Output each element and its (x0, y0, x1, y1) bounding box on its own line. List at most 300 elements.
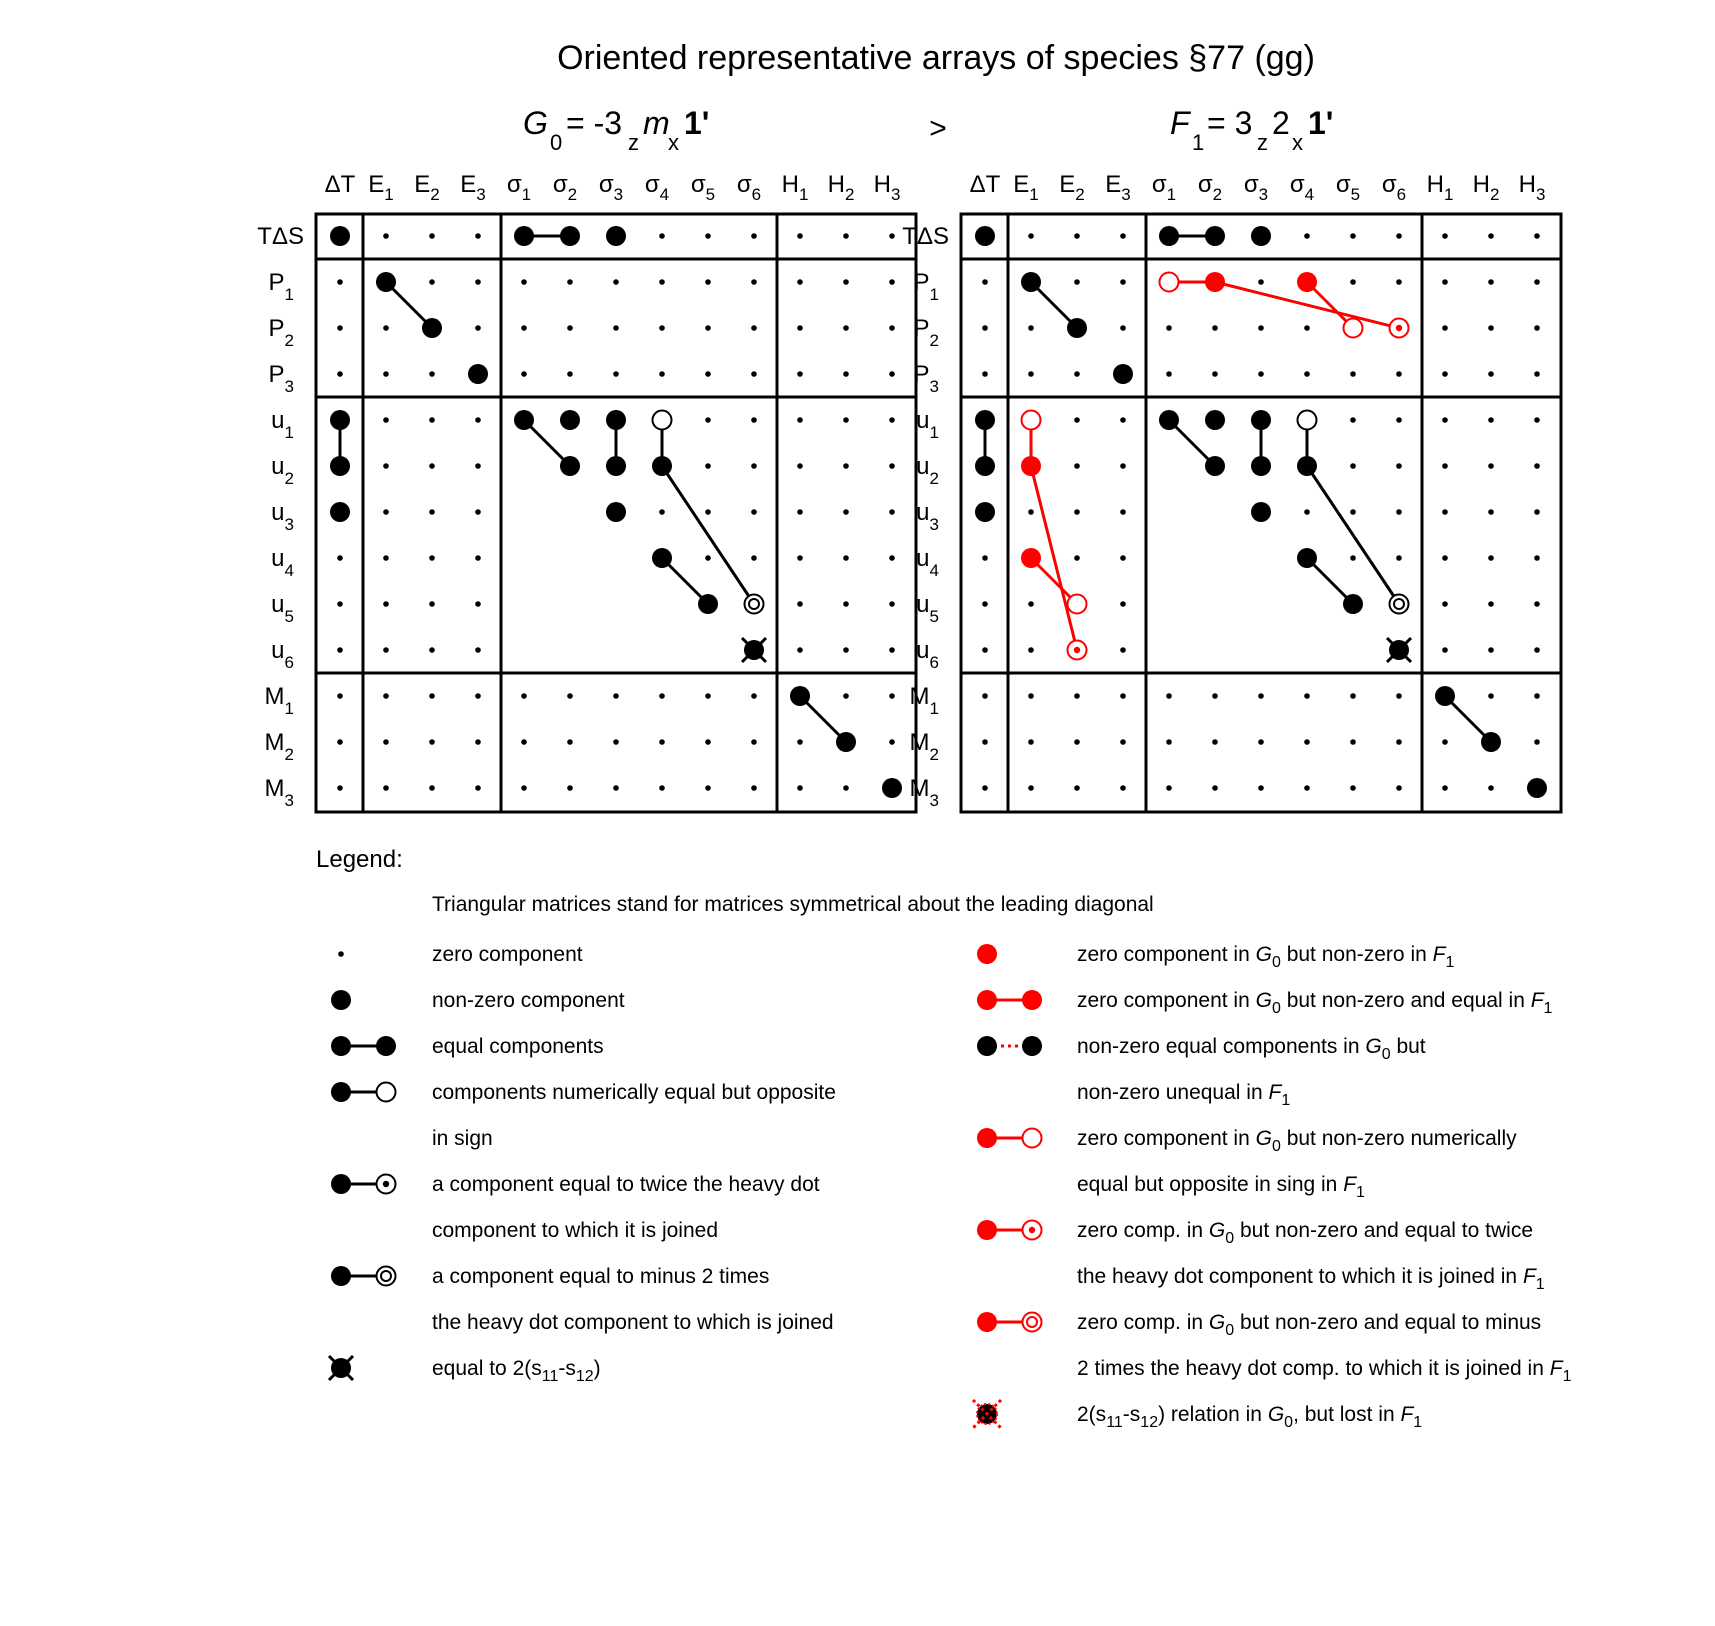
zero-dot (843, 463, 849, 469)
red-heavy-dot-icon (1022, 990, 1042, 1010)
zero-dot (889, 279, 895, 285)
legend-item (331, 989, 625, 1012)
zero-dot (337, 601, 343, 607)
zero-dot (1488, 371, 1494, 377)
col-header-f1-5: $\sigma_2$ (1197, 171, 1223, 204)
zero-dot (475, 693, 481, 699)
heavy-marker (560, 456, 580, 476)
row-header-f1-3: $P_3$ (913, 361, 939, 396)
zero-dot (1534, 233, 1540, 239)
col-header-g0-8: $\sigma_5$ (690, 171, 716, 204)
heavy-marker (330, 410, 350, 430)
zero-dot (429, 555, 435, 561)
zero-dot (383, 647, 389, 653)
heavy-marker (330, 502, 350, 522)
zero-dot (1120, 509, 1126, 515)
zero-dot (705, 693, 711, 699)
matrix-f1 (902, 171, 1561, 812)
zero-dot (1534, 417, 1540, 423)
zero-dot (659, 371, 665, 377)
zero-dot (889, 463, 895, 469)
row-header-g0-6: $u_3$ (271, 499, 294, 534)
row-header-f1-5: $u_2$ (916, 453, 939, 488)
heavy-marker (652, 548, 672, 568)
col-header-g0-0: ΔT (324, 171, 356, 198)
zero-dot (1488, 279, 1494, 285)
row-header-sub: 6 (929, 653, 939, 672)
zero-dot (1396, 693, 1402, 699)
zero-dot (1396, 463, 1402, 469)
zero-dot (1350, 509, 1356, 515)
col-header-f1-8: $\sigma_5$ (1335, 171, 1361, 204)
link-line (1307, 466, 1399, 604)
zero-dot (1350, 555, 1356, 561)
zero-dot (889, 233, 895, 239)
row-header-sub: 1 (929, 423, 939, 442)
zero-dot (1534, 371, 1540, 377)
open-marker (1298, 411, 1317, 430)
heavy-marker (1159, 410, 1179, 430)
zero-dot (1350, 371, 1356, 377)
col-header-g0-9: $\sigma_6$ (736, 171, 762, 204)
zero-dot (1442, 233, 1448, 239)
legend-item (977, 1219, 1545, 1293)
heavy-marker (330, 226, 350, 246)
zero-dot (337, 785, 343, 791)
heavy-dot-icon (331, 990, 351, 1010)
col-header-sub: 2 (1489, 185, 1500, 204)
zero-dot (705, 785, 711, 791)
zero-dot (1534, 693, 1540, 699)
g0-symbol: G (523, 105, 548, 141)
heavy-marker (422, 318, 442, 338)
zero-dot (521, 785, 527, 791)
zero-dot (1120, 279, 1126, 285)
zero-dot (1212, 371, 1218, 377)
legend-text: in sign (432, 1127, 493, 1150)
zero-dot (1074, 739, 1080, 745)
heavy-marker (1205, 410, 1225, 430)
row-header-sub: 3 (929, 515, 939, 534)
zero-dot (797, 417, 803, 423)
zero-dot (889, 509, 895, 515)
col-header-sub: 3 (1535, 185, 1546, 204)
legend-item (331, 1035, 604, 1058)
f1-prime: 1' (1308, 105, 1334, 141)
zero-dot (1120, 647, 1126, 653)
row-header-sub: 4 (929, 561, 939, 580)
zero-dot (1212, 693, 1218, 699)
red-heavy-marker (1021, 456, 1041, 476)
zero-dot (705, 279, 711, 285)
f1-heading (1170, 105, 1333, 155)
open-marker (653, 411, 672, 430)
heavy-dot-icon (977, 1036, 997, 1056)
g0-subscript: 0 (550, 130, 563, 155)
zero-dot (429, 693, 435, 699)
zero-dot (475, 555, 481, 561)
zero-dot (383, 509, 389, 515)
zero-dot (1120, 463, 1126, 469)
zero-dot (429, 417, 435, 423)
zero-dot (429, 371, 435, 377)
zero-dot (337, 279, 343, 285)
zero-dot (567, 693, 573, 699)
zero-dot (1304, 739, 1310, 745)
double-circle-icon (377, 1267, 396, 1286)
red-heavy-marker (1297, 272, 1317, 292)
zero-dot (659, 233, 665, 239)
col-header-sub: 3 (476, 185, 486, 204)
heavy-marker (1159, 226, 1179, 246)
legend-right-column (973, 943, 1572, 1431)
zero-dot (1442, 739, 1448, 745)
zero-dot (751, 509, 757, 515)
zero-dot (567, 371, 573, 377)
zero-dot (567, 325, 573, 331)
zero-dot (1120, 325, 1126, 331)
zero-dot (613, 325, 619, 331)
zero-dot (521, 279, 527, 285)
col-header-g0-12: $H_3$ (873, 171, 901, 204)
heavy-marker (975, 410, 995, 430)
zero-dot (383, 555, 389, 561)
zero-dot (475, 785, 481, 791)
zero-dot (337, 739, 343, 745)
zero-dot (337, 555, 343, 561)
zero-dot (1120, 601, 1126, 607)
col-header-f1-10: $H_1$ (1426, 171, 1454, 204)
zero-dot (797, 279, 803, 285)
heavy-marker (330, 456, 350, 476)
red-open-marker (1160, 273, 1179, 292)
zero-dot (613, 785, 619, 791)
legend-item (977, 1311, 1572, 1385)
zero-dot (705, 325, 711, 331)
legend-text: non-zero equal components in $G_0$ but (1077, 1035, 1426, 1063)
f1-z-subscript: z (1257, 130, 1268, 155)
zero-dot (1488, 233, 1494, 239)
row-header-sub: 2 (929, 745, 939, 764)
zero-dot (797, 233, 803, 239)
zero-dot (337, 325, 343, 331)
col-header-sub: 5 (1350, 185, 1361, 204)
zero-dot (1028, 693, 1034, 699)
red-twice-marker (1068, 641, 1087, 660)
col-header-f1-7: $\sigma_4$ (1289, 171, 1315, 204)
heavy-marker (514, 226, 534, 246)
figure-title: Oriented representative arrays of species §77 (gg) (557, 39, 1315, 77)
col-header-sub: 2 (844, 185, 855, 204)
zero-dot (982, 279, 988, 285)
zero-dot (843, 371, 849, 377)
zero-dot (475, 417, 481, 423)
col-header-sub: 2 (567, 185, 578, 204)
zero-dot (1304, 785, 1310, 791)
zero-dot (1442, 417, 1448, 423)
zero-dot (1396, 233, 1402, 239)
legend-text: zero comp. in $G_0$ but non-zero and equal to twice (1077, 1219, 1534, 1247)
zero-dot (1074, 555, 1080, 561)
zero-dot (982, 693, 988, 699)
row-header-g0-11: $M_2$ (264, 729, 294, 764)
zero-dot (475, 233, 481, 239)
row-header-f1-7: $u_4$ (916, 545, 939, 580)
zero-dot (1304, 325, 1310, 331)
col-header-sub: 6 (751, 185, 762, 204)
zero-dot (659, 279, 665, 285)
zero-dot (843, 325, 849, 331)
zero-dot (1488, 463, 1494, 469)
zero-dot (1350, 463, 1356, 469)
zero-dot (1396, 509, 1402, 515)
g0-m-symbol: m (643, 105, 670, 141)
heavy-marker (698, 594, 718, 614)
col-header-f1-6: $\sigma_3$ (1243, 171, 1269, 204)
zero-dot (1120, 739, 1126, 745)
zero-dot (1396, 785, 1402, 791)
zero-dot (1442, 279, 1448, 285)
legend-item (331, 1173, 820, 1242)
zero-dot (567, 785, 573, 791)
legend-left-column (329, 943, 836, 1385)
row-header-sub: 3 (284, 791, 294, 810)
row-header-g0-10: $M_1$ (264, 683, 294, 718)
col-header-sub: 1 (384, 185, 394, 204)
zero-dot (475, 463, 481, 469)
zero-dot (1350, 785, 1356, 791)
zero-dot (889, 325, 895, 331)
row-header-sub: 3 (284, 515, 294, 534)
zero-dot (383, 371, 389, 377)
zero-dot (1442, 601, 1448, 607)
zero-dot (521, 371, 527, 377)
zero-dot (982, 739, 988, 745)
zero-dot (751, 279, 757, 285)
legend-text: the heavy dot component to which is joined (432, 1311, 834, 1334)
heavy-marker (514, 410, 534, 430)
heavy-marker (468, 364, 488, 384)
zero-dot (1488, 417, 1494, 423)
row-header-sub: 1 (929, 699, 939, 718)
zero-dot (1258, 325, 1264, 331)
zero-dot (1488, 555, 1494, 561)
zero-dot (337, 647, 343, 653)
row-header-sub: 2 (929, 331, 939, 350)
zero-dot (1258, 739, 1264, 745)
legend-text: 2 times the heavy dot comp. to which it is joined in $F_1$ (1077, 1357, 1572, 1385)
legend-item (338, 943, 583, 966)
zero-dot (429, 279, 435, 285)
zero-dot (889, 555, 895, 561)
zero-dot (1442, 785, 1448, 791)
heavy-marker (606, 410, 626, 430)
zero-dot (429, 785, 435, 791)
col-header-sub: 2 (1075, 185, 1085, 204)
zero-dot (1074, 693, 1080, 699)
legend-item (977, 1035, 1426, 1109)
zero-dot (475, 509, 481, 515)
zero-dot (1212, 785, 1218, 791)
legend-text: a component equal to minus 2 times (432, 1265, 770, 1288)
relation-symbol: > (929, 112, 947, 145)
red-open-circle-icon (1023, 1129, 1042, 1148)
zero-dot (1442, 647, 1448, 653)
heavy-marker (606, 226, 626, 246)
zero-dot (797, 325, 803, 331)
heavy-marker (652, 456, 672, 476)
zero-dot (1396, 555, 1402, 561)
col-header-g0-6: $\sigma_3$ (598, 171, 624, 204)
legend-heading: Legend: (316, 846, 403, 873)
heavy-dot-icon (331, 1082, 351, 1102)
zero-dot (659, 509, 665, 515)
zero-dot (982, 785, 988, 791)
zero-dot (1074, 279, 1080, 285)
zero-dot (1166, 371, 1172, 377)
row-header-g0-2: $P_2$ (268, 315, 294, 350)
zero-dot (1350, 417, 1356, 423)
zero-dot (1120, 233, 1126, 239)
zero-dot (383, 463, 389, 469)
zero-dot (1396, 279, 1402, 285)
zero-dot (705, 739, 711, 745)
col-header-f1-2: $E_2$ (1059, 171, 1085, 204)
zero-dot (1396, 417, 1402, 423)
col-header-sub: 3 (613, 185, 624, 204)
zero-dot (1534, 279, 1540, 285)
dotted-circle-icon (377, 1175, 396, 1194)
zero-dot (1442, 509, 1448, 515)
legend-text: non-zero unequal in $F_1$ (1077, 1081, 1291, 1109)
legend-text: zero comp. in $G_0$ but non-zero and equal to minus (1077, 1311, 1542, 1339)
zero-dot (751, 555, 757, 561)
zero-dot (383, 233, 389, 239)
red-heavy-dot-icon (977, 1312, 997, 1332)
zero-dot (429, 647, 435, 653)
row-header-sub: 4 (284, 561, 294, 580)
zero-dot (1350, 233, 1356, 239)
heavy-marker (1297, 456, 1317, 476)
heavy-marker (975, 502, 995, 522)
zero-dot (1534, 509, 1540, 515)
row-header-sub: 1 (284, 423, 294, 442)
zero-dot (843, 601, 849, 607)
zero-dot (475, 601, 481, 607)
col-header-sub: 1 (1166, 185, 1177, 204)
zero-dot (751, 785, 757, 791)
row-header-f1-10: $M_1$ (909, 683, 939, 718)
heavy-marker (975, 456, 995, 476)
zero-dot (1350, 279, 1356, 285)
heavy-marker (1113, 364, 1133, 384)
zero-dot (1074, 233, 1080, 239)
red-open-marker (1068, 595, 1087, 614)
zero-dot (383, 739, 389, 745)
col-header-f1-12: $H_3$ (1518, 171, 1546, 204)
zero-dot (751, 463, 757, 469)
legend-text: the heavy dot component to which it is joined in $F_1$ (1077, 1265, 1545, 1293)
zero-dot (1396, 739, 1402, 745)
row-header-g0-7: $u_4$ (271, 545, 294, 580)
col-header-sub: 3 (890, 185, 901, 204)
zero-dot (843, 693, 849, 699)
zero-dot (1258, 279, 1264, 285)
heavy-marker (1251, 456, 1271, 476)
red-open-marker (1022, 411, 1041, 430)
zero-dot (383, 325, 389, 331)
zero-dot (889, 647, 895, 653)
legend-item (977, 989, 1553, 1017)
col-header-sub: 3 (1258, 185, 1269, 204)
zero-dot (659, 785, 665, 791)
legend-text: zero component in $G_0$ but non-zero numerically (1077, 1127, 1517, 1155)
zero-dot (1350, 693, 1356, 699)
zero-dot (383, 601, 389, 607)
zero-dot (1028, 325, 1034, 331)
legend-note: Triangular matrices stand for matrices symmetrical about the leading diagonal (432, 893, 1154, 916)
zero-dot (889, 693, 895, 699)
red-open-marker (1344, 319, 1363, 338)
zero-dot (889, 417, 895, 423)
zero-dot (1488, 325, 1494, 331)
legend-text: equal but opposite in sing in $F_1$ (1077, 1173, 1365, 1201)
heavy-marker (1527, 778, 1547, 798)
zero-dot (1488, 785, 1494, 791)
zero-dot (1304, 509, 1310, 515)
cross-marker (742, 638, 766, 662)
zero-dot (1442, 463, 1448, 469)
zero-dot (843, 555, 849, 561)
col-header-f1-4: $\sigma_1$ (1151, 171, 1177, 204)
zero-dot (1074, 785, 1080, 791)
heavy-marker (376, 272, 396, 292)
legend-item (977, 943, 1454, 971)
zero-dot (705, 463, 711, 469)
col-header-sub: 1 (521, 185, 532, 204)
col-header-sub: 1 (798, 185, 809, 204)
col-header-sub: 1 (1443, 185, 1454, 204)
row-header-f1-9: $u_6$ (916, 637, 939, 672)
col-header-g0-7: $\sigma_4$ (644, 171, 670, 204)
zero-dot (521, 693, 527, 699)
col-header-f1-9: $\sigma_6$ (1381, 171, 1407, 204)
f1-symbol: F (1170, 105, 1190, 141)
zero-dot (1488, 647, 1494, 653)
zero-dot (843, 509, 849, 515)
heavy-marker (1435, 686, 1455, 706)
legend-text: equal components (432, 1035, 604, 1058)
heavy-marker (836, 732, 856, 752)
zero-dot (982, 371, 988, 377)
row-header-g0-8: $u_5$ (271, 591, 294, 626)
row-header-g0-12: $M_3$ (264, 775, 294, 810)
zero-dot (1534, 647, 1540, 653)
heavy-marker (1067, 318, 1087, 338)
heavy-marker (1205, 456, 1225, 476)
row-header-f1-2: $P_2$ (913, 315, 939, 350)
legend-text: equal to $2(s_{11}-s_{12})$ (432, 1357, 601, 1385)
zero-dot (1488, 601, 1494, 607)
zero-dot (1028, 509, 1034, 515)
legend-text: zero component (432, 943, 583, 966)
row-header-g0-3: $P_3$ (268, 361, 294, 396)
zero-dot (1212, 739, 1218, 745)
zero-dot (751, 233, 757, 239)
legend-item (329, 1356, 601, 1385)
zero-dot (521, 325, 527, 331)
g0-z-subscript: z (628, 130, 639, 155)
